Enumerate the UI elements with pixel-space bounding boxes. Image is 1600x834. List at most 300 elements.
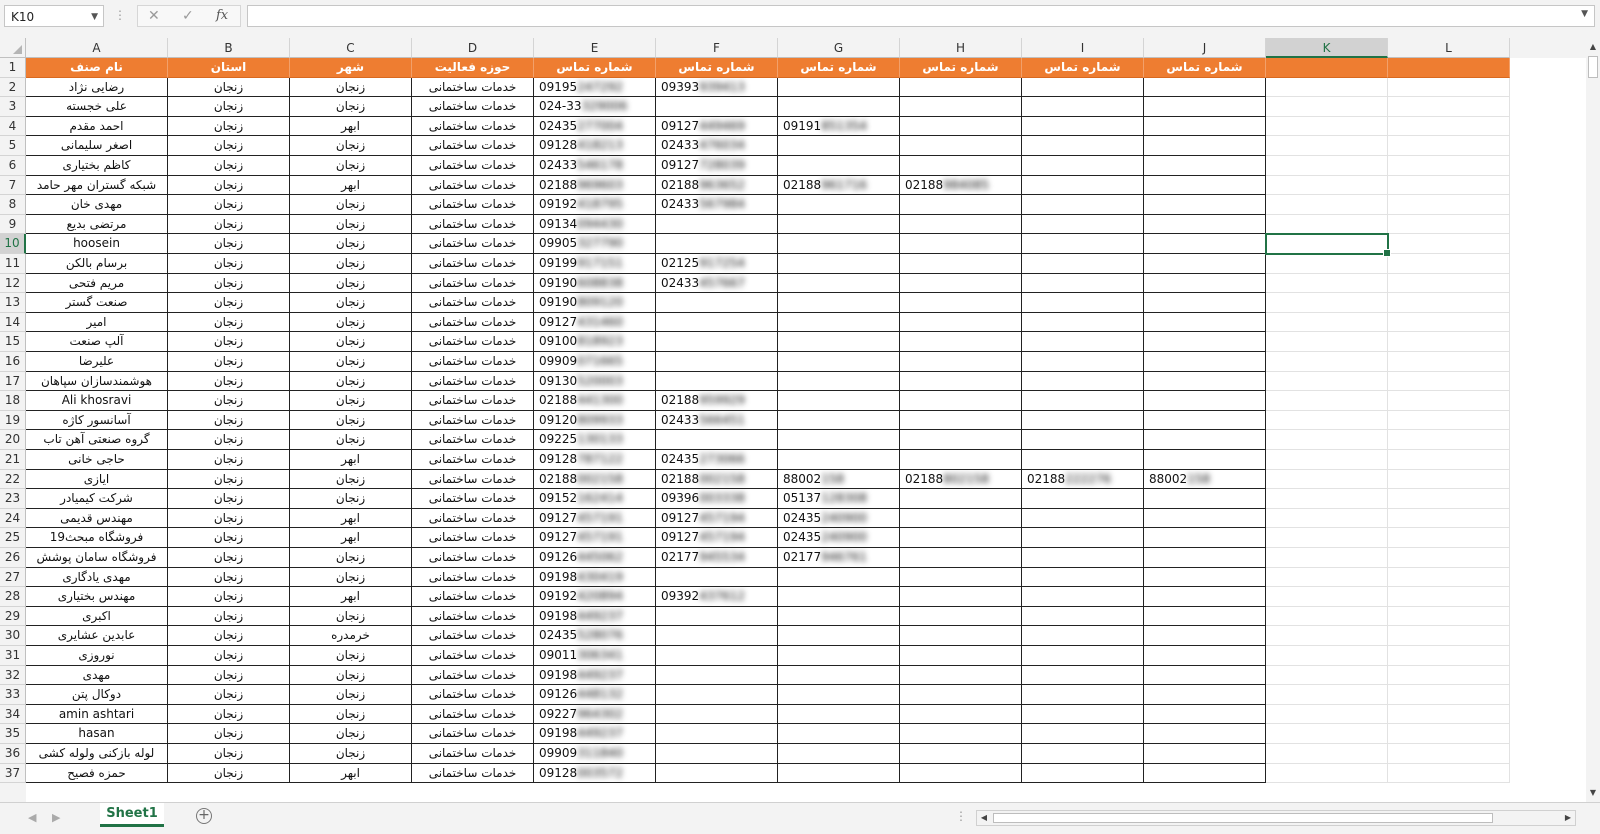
cell-b30[interactable]: زنجان [168, 626, 290, 646]
cell-j30[interactable] [1144, 626, 1266, 646]
cell-a21[interactable]: حاجی خانی [26, 450, 168, 470]
cell-l26[interactable] [1388, 548, 1510, 568]
cell-i5[interactable] [1022, 136, 1144, 156]
cell-f31[interactable] [656, 646, 778, 666]
cell-a24[interactable]: مهندس قدیمی [26, 509, 168, 529]
cell-e4[interactable] [534, 117, 656, 137]
name-box[interactable] [4, 5, 104, 27]
cell-g26[interactable] [778, 548, 900, 568]
cell-i2[interactable] [1022, 78, 1144, 98]
cell-i36[interactable] [1022, 744, 1144, 764]
cell-g19[interactable] [778, 411, 900, 431]
cell-k11[interactable] [1266, 254, 1388, 274]
cell-d29[interactable]: خدمات ساختمانی [412, 607, 534, 627]
cell-e12[interactable] [534, 274, 656, 294]
row-header-23[interactable]: 23 [0, 489, 26, 509]
row-header-33[interactable]: 33 [0, 685, 26, 705]
cell-l10[interactable] [1388, 234, 1510, 254]
cell-i26[interactable] [1022, 548, 1144, 568]
cell-l20[interactable] [1388, 430, 1510, 450]
cell-f19[interactable] [656, 411, 778, 431]
cell-k30[interactable] [1266, 626, 1388, 646]
row-header-15[interactable]: 15 [0, 332, 26, 352]
cell-h24[interactable] [900, 509, 1022, 529]
cell-i34[interactable] [1022, 705, 1144, 725]
cell-g31[interactable] [778, 646, 900, 666]
cell-l22[interactable] [1388, 470, 1510, 490]
cell-c13[interactable]: زنجان [290, 293, 412, 313]
cell-a37[interactable]: حمزه فصیح [26, 764, 168, 784]
cell-b35[interactable]: زنجان [168, 724, 290, 744]
cell-g8[interactable] [778, 195, 900, 215]
cell-a4[interactable]: احمد مقدم [26, 117, 168, 137]
cell-h10[interactable] [900, 234, 1022, 254]
cell-g30[interactable] [778, 626, 900, 646]
cell-l25[interactable] [1388, 528, 1510, 548]
cell-d10[interactable]: خدمات ساختمانی [412, 234, 534, 254]
cell-g32[interactable] [778, 666, 900, 686]
cell-a12[interactable]: مریم فتحی [26, 274, 168, 294]
next-sheet-icon[interactable]: ▶ [52, 811, 61, 824]
column-header-i[interactable]: I [1022, 38, 1144, 58]
row-header-24[interactable]: 24 [0, 509, 26, 529]
enter-icon[interactable]: ✓ [182, 8, 194, 24]
cell-j13[interactable] [1144, 293, 1266, 313]
column-header-b[interactable]: B [168, 38, 290, 58]
cell-j37[interactable] [1144, 764, 1266, 784]
row-header-14[interactable]: 14 [0, 313, 26, 333]
cell-g11[interactable] [778, 254, 900, 274]
cell-k13[interactable] [1266, 293, 1388, 313]
cell-c10[interactable]: زنجان [290, 234, 412, 254]
header-cell-g[interactable]: شماره تماس [778, 58, 900, 78]
header-cell-c[interactable]: شهر [290, 58, 412, 78]
cell-k12[interactable] [1266, 274, 1388, 294]
cell-b13[interactable]: زنجان [168, 293, 290, 313]
cell-b26[interactable]: زنجان [168, 548, 290, 568]
scroll-right-icon[interactable]: ▶ [1564, 813, 1572, 822]
cell-l4[interactable] [1388, 117, 1510, 137]
cell-d17[interactable]: خدمات ساختمانی [412, 372, 534, 392]
cell-l28[interactable] [1388, 587, 1510, 607]
cancel-icon[interactable]: ✕ [148, 8, 160, 24]
cell-d34[interactable]: خدمات ساختمانی [412, 705, 534, 725]
cell-e33[interactable] [534, 685, 656, 705]
row-header-13[interactable]: 13 [0, 293, 26, 313]
cell-l2[interactable] [1388, 78, 1510, 98]
cell-k23[interactable] [1266, 489, 1388, 509]
cell-k27[interactable] [1266, 568, 1388, 588]
cell-j3[interactable] [1144, 97, 1266, 117]
cell-l36[interactable] [1388, 744, 1510, 764]
cell-c29[interactable]: زنجان [290, 607, 412, 627]
cell-f18[interactable] [656, 391, 778, 411]
cell-j18[interactable] [1144, 391, 1266, 411]
cell-b19[interactable]: زنجان [168, 411, 290, 431]
cell-f9[interactable] [656, 215, 778, 235]
cell-d2[interactable]: خدمات ساختمانی [412, 78, 534, 98]
cell-f12[interactable] [656, 274, 778, 294]
cell-b12[interactable]: زنجان [168, 274, 290, 294]
cell-e27[interactable] [534, 568, 656, 588]
cell-c2[interactable]: زنجان [290, 78, 412, 98]
cell-g27[interactable] [778, 568, 900, 588]
cell-i35[interactable] [1022, 724, 1144, 744]
cell-i14[interactable] [1022, 313, 1144, 333]
cell-l30[interactable] [1388, 626, 1510, 646]
vertical-scroll-thumb[interactable] [1588, 56, 1598, 78]
cell-g12[interactable] [778, 274, 900, 294]
cell-k25[interactable] [1266, 528, 1388, 548]
cell-k17[interactable] [1266, 372, 1388, 392]
cell-h35[interactable] [900, 724, 1022, 744]
cell-l8[interactable] [1388, 195, 1510, 215]
cell-h7[interactable] [900, 176, 1022, 196]
cell-l12[interactable] [1388, 274, 1510, 294]
cell-l5[interactable] [1388, 136, 1510, 156]
cell-d11[interactable]: خدمات ساختمانی [412, 254, 534, 274]
cell-d22[interactable]: خدمات ساختمانی [412, 470, 534, 490]
cell-e30[interactable] [534, 626, 656, 646]
column-header-j[interactable]: J [1144, 38, 1266, 58]
cell-d32[interactable]: خدمات ساختمانی [412, 666, 534, 686]
cell-d19[interactable]: خدمات ساختمانی [412, 411, 534, 431]
cell-a23[interactable]: شرکت کیمیادر [26, 489, 168, 509]
cell-d30[interactable]: خدمات ساختمانی [412, 626, 534, 646]
cell-d7[interactable]: خدمات ساختمانی [412, 176, 534, 196]
drag-handle-icon[interactable]: ⋮ [114, 8, 126, 22]
cell-j6[interactable] [1144, 156, 1266, 176]
cell-d5[interactable]: خدمات ساختمانی [412, 136, 534, 156]
row-header-26[interactable]: 26 [0, 548, 26, 568]
cell-e32[interactable] [534, 666, 656, 686]
cell-i29[interactable] [1022, 607, 1144, 627]
cell-i23[interactable] [1022, 489, 1144, 509]
formula-input[interactable] [247, 5, 1595, 27]
cell-h37[interactable] [900, 764, 1022, 784]
row-header-1[interactable]: 1 [0, 58, 26, 78]
cell-i27[interactable] [1022, 568, 1144, 588]
vertical-scrollbar[interactable] [1586, 38, 1600, 802]
cell-e31[interactable] [534, 646, 656, 666]
cell-e6[interactable] [534, 156, 656, 176]
cell-g18[interactable] [778, 391, 900, 411]
cell-j34[interactable] [1144, 705, 1266, 725]
cell-h8[interactable] [900, 195, 1022, 215]
cell-k31[interactable] [1266, 646, 1388, 666]
cell-d26[interactable]: خدمات ساختمانی [412, 548, 534, 568]
cell-e25[interactable] [534, 528, 656, 548]
cell-f27[interactable] [656, 568, 778, 588]
cell-i9[interactable] [1022, 215, 1144, 235]
row-header-27[interactable]: 27 [0, 568, 26, 588]
cell-h22[interactable] [900, 470, 1022, 490]
cell-j4[interactable] [1144, 117, 1266, 137]
cell-b7[interactable]: زنجان [168, 176, 290, 196]
cell-d4[interactable]: خدمات ساختمانی [412, 117, 534, 137]
cell-k28[interactable] [1266, 587, 1388, 607]
cell-g7[interactable] [778, 176, 900, 196]
cell-h23[interactable] [900, 489, 1022, 509]
cell-h29[interactable] [900, 607, 1022, 627]
cell-d13[interactable]: خدمات ساختمانی [412, 293, 534, 313]
cell-c33[interactable]: زنجان [290, 685, 412, 705]
header-cell-d[interactable]: حوزه فعالیت [412, 58, 534, 78]
cell-d31[interactable]: خدمات ساختمانی [412, 646, 534, 666]
cell-j33[interactable] [1144, 685, 1266, 705]
cell-e35[interactable] [534, 724, 656, 744]
cell-a26[interactable]: فروشگاه سامان پوشش [26, 548, 168, 568]
cell-e2[interactable] [534, 78, 656, 98]
cell-c9[interactable]: زنجان [290, 215, 412, 235]
cell-a18[interactable]: Ali khosravi [26, 391, 168, 411]
cell-b14[interactable]: زنجان [168, 313, 290, 333]
column-header-d[interactable]: D [412, 38, 534, 58]
cell-a3[interactable]: علی خجسته [26, 97, 168, 117]
cell-f22[interactable] [656, 470, 778, 490]
cell-g3[interactable] [778, 97, 900, 117]
cell-a7[interactable]: شبکه گستران مهر حامد [26, 176, 168, 196]
cell-b33[interactable]: زنجان [168, 685, 290, 705]
cell-h6[interactable] [900, 156, 1022, 176]
cell-d16[interactable]: خدمات ساختمانی [412, 352, 534, 372]
cell-b10[interactable]: زنجان [168, 234, 290, 254]
cell-g36[interactable] [778, 744, 900, 764]
cell-e17[interactable] [534, 372, 656, 392]
cell-f15[interactable] [656, 332, 778, 352]
cell-i13[interactable] [1022, 293, 1144, 313]
row-header-18[interactable]: 18 [0, 391, 26, 411]
cell-k37[interactable] [1266, 764, 1388, 784]
cell-j24[interactable] [1144, 509, 1266, 529]
chevron-down-icon[interactable]: ▼ [91, 12, 98, 22]
cell-d15[interactable]: خدمات ساختمانی [412, 332, 534, 352]
cell-l37[interactable] [1388, 764, 1510, 784]
row-header-29[interactable]: 29 [0, 607, 26, 627]
row-header-11[interactable]: 11 [0, 254, 26, 274]
cell-c3[interactable]: زنجان [290, 97, 412, 117]
cell-j5[interactable] [1144, 136, 1266, 156]
cell-a17[interactable]: هوشمندسازان سپاهان [26, 372, 168, 392]
cell-j21[interactable] [1144, 450, 1266, 470]
cell-d12[interactable]: خدمات ساختمانی [412, 274, 534, 294]
row-header-12[interactable]: 12 [0, 274, 26, 294]
cell-b8[interactable]: زنجان [168, 195, 290, 215]
cell-i11[interactable] [1022, 254, 1144, 274]
cell-f8[interactable] [656, 195, 778, 215]
header-cell-e[interactable]: شماره تماس [534, 58, 656, 78]
cell-k15[interactable] [1266, 332, 1388, 352]
cell-j9[interactable] [1144, 215, 1266, 235]
row-header-25[interactable]: 25 [0, 528, 26, 548]
cell-e23[interactable] [534, 489, 656, 509]
cell-a28[interactable]: مهندس بختیاری [26, 587, 168, 607]
cell-a10[interactable]: hoosein [26, 234, 168, 254]
cell-e3[interactable] [534, 97, 656, 117]
header-cell-b[interactable]: استان [168, 58, 290, 78]
cell-f21[interactable] [656, 450, 778, 470]
cell-f7[interactable] [656, 176, 778, 196]
cell-j27[interactable] [1144, 568, 1266, 588]
cell-j32[interactable] [1144, 666, 1266, 686]
cell-c35[interactable]: زنجان [290, 724, 412, 744]
cell-e36[interactable] [534, 744, 656, 764]
cell-c4[interactable]: ابهر [290, 117, 412, 137]
cell-a25[interactable]: فروشگاه مبحث19 [26, 528, 168, 548]
cell-f36[interactable] [656, 744, 778, 764]
cell-f4[interactable] [656, 117, 778, 137]
row-header-2[interactable]: 2 [0, 78, 26, 98]
scroll-down-icon[interactable]: ▼ [1589, 788, 1597, 797]
cell-g28[interactable] [778, 587, 900, 607]
cell-e37[interactable] [534, 764, 656, 784]
cell-b3[interactable]: زنجان [168, 97, 290, 117]
cell-c16[interactable]: زنجان [290, 352, 412, 372]
cell-l11[interactable] [1388, 254, 1510, 274]
cell-f26[interactable] [656, 548, 778, 568]
cell-j11[interactable] [1144, 254, 1266, 274]
cell-g5[interactable] [778, 136, 900, 156]
cell-e21[interactable] [534, 450, 656, 470]
cell-d25[interactable]: خدمات ساختمانی [412, 528, 534, 548]
cell-c15[interactable]: زنجان [290, 332, 412, 352]
cell-f11[interactable] [656, 254, 778, 274]
cell-l16[interactable] [1388, 352, 1510, 372]
column-header-a[interactable]: A [26, 38, 168, 58]
cell-a29[interactable]: اکبری [26, 607, 168, 627]
cell-l34[interactable] [1388, 705, 1510, 725]
cell-j22[interactable] [1144, 470, 1266, 490]
cell-f6[interactable] [656, 156, 778, 176]
cell-f10[interactable] [656, 234, 778, 254]
cell-j14[interactable] [1144, 313, 1266, 333]
cell-i30[interactable] [1022, 626, 1144, 646]
cell-j8[interactable] [1144, 195, 1266, 215]
cell-j20[interactable] [1144, 430, 1266, 450]
cell-h13[interactable] [900, 293, 1022, 313]
cell-i24[interactable] [1022, 509, 1144, 529]
row-header-17[interactable]: 17 [0, 372, 26, 392]
cell-e11[interactable] [534, 254, 656, 274]
cell-d20[interactable]: خدمات ساختمانی [412, 430, 534, 450]
cell-h2[interactable] [900, 78, 1022, 98]
row-header-9[interactable]: 9 [0, 215, 26, 235]
cell-b9[interactable]: زنجان [168, 215, 290, 235]
cell-i25[interactable] [1022, 528, 1144, 548]
cell-i15[interactable] [1022, 332, 1144, 352]
row-header-22[interactable]: 22 [0, 470, 26, 490]
cell-e8[interactable] [534, 195, 656, 215]
cell-k22[interactable] [1266, 470, 1388, 490]
header-cell-a[interactable]: نام صنف [26, 58, 168, 78]
cell-l35[interactable] [1388, 724, 1510, 744]
cell-b16[interactable]: زنجان [168, 352, 290, 372]
cell-a27[interactable]: مهدی یادگاری [26, 568, 168, 588]
cell-k36[interactable] [1266, 744, 1388, 764]
column-header-l[interactable]: L [1388, 38, 1510, 58]
cell-e10[interactable] [534, 234, 656, 254]
cell-c22[interactable]: زنجان [290, 470, 412, 490]
cell-b4[interactable]: زنجان [168, 117, 290, 137]
cell-c26[interactable]: زنجان [290, 548, 412, 568]
cell-e24[interactable] [534, 509, 656, 529]
row-header-4[interactable]: 4 [0, 117, 26, 137]
cell-g24[interactable] [778, 509, 900, 529]
cell-f5[interactable] [656, 136, 778, 156]
cell-h27[interactable] [900, 568, 1022, 588]
scroll-left-icon[interactable]: ◀ [980, 813, 988, 822]
cell-f16[interactable] [656, 352, 778, 372]
horizontal-scrollbar[interactable] [976, 810, 1576, 826]
cell-g34[interactable] [778, 705, 900, 725]
cell-c8[interactable]: زنجان [290, 195, 412, 215]
cell-h31[interactable] [900, 646, 1022, 666]
cell-l6[interactable] [1388, 156, 1510, 176]
cell-e34[interactable] [534, 705, 656, 725]
cell-d18[interactable]: خدمات ساختمانی [412, 391, 534, 411]
row-header-37[interactable]: 37 [0, 764, 26, 784]
cell-j15[interactable] [1144, 332, 1266, 352]
cell-a2[interactable]: رضایی نژاد [26, 78, 168, 98]
cell-l3[interactable] [1388, 97, 1510, 117]
cell-k21[interactable] [1266, 450, 1388, 470]
row-header-3[interactable]: 3 [0, 97, 26, 117]
cell-i20[interactable] [1022, 430, 1144, 450]
column-header-e[interactable]: E [534, 38, 656, 58]
cell-j28[interactable] [1144, 587, 1266, 607]
cell-k16[interactable] [1266, 352, 1388, 372]
cell-d37[interactable]: خدمات ساختمانی [412, 764, 534, 784]
column-header-k[interactable]: K [1266, 38, 1388, 58]
cell-g14[interactable] [778, 313, 900, 333]
row-header-35[interactable]: 35 [0, 724, 26, 744]
row-header-34[interactable]: 34 [0, 705, 26, 725]
cell-a6[interactable]: کاظم بختیاری [26, 156, 168, 176]
cell-h9[interactable] [900, 215, 1022, 235]
row-header-28[interactable]: 28 [0, 587, 26, 607]
row-header-21[interactable]: 21 [0, 450, 26, 470]
select-all-button[interactable] [0, 38, 26, 58]
split-handle-icon[interactable]: ⋮ [955, 809, 967, 823]
cell-h3[interactable] [900, 97, 1022, 117]
header-cell-l[interactable] [1388, 58, 1510, 78]
cell-e29[interactable] [534, 607, 656, 627]
cell-e14[interactable] [534, 313, 656, 333]
cell-j10[interactable] [1144, 234, 1266, 254]
cell-f29[interactable] [656, 607, 778, 627]
cell-b5[interactable]: زنجان [168, 136, 290, 156]
cell-g23[interactable] [778, 489, 900, 509]
cell-h11[interactable] [900, 254, 1022, 274]
cell-e5[interactable] [534, 136, 656, 156]
cell-g10[interactable] [778, 234, 900, 254]
cell-k29[interactable] [1266, 607, 1388, 627]
cell-e22[interactable] [534, 470, 656, 490]
cell-c21[interactable]: ابهر [290, 450, 412, 470]
cell-k34[interactable] [1266, 705, 1388, 725]
cell-l29[interactable] [1388, 607, 1510, 627]
cell-g9[interactable] [778, 215, 900, 235]
cell-k7[interactable] [1266, 176, 1388, 196]
cell-b32[interactable]: زنجان [168, 666, 290, 686]
cell-i12[interactable] [1022, 274, 1144, 294]
cell-c34[interactable]: زنجان [290, 705, 412, 725]
cell-b20[interactable]: زنجان [168, 430, 290, 450]
column-header-f[interactable]: F [656, 38, 778, 58]
cell-j26[interactable] [1144, 548, 1266, 568]
row-header-31[interactable]: 31 [0, 646, 26, 666]
cell-d23[interactable]: خدمات ساختمانی [412, 489, 534, 509]
